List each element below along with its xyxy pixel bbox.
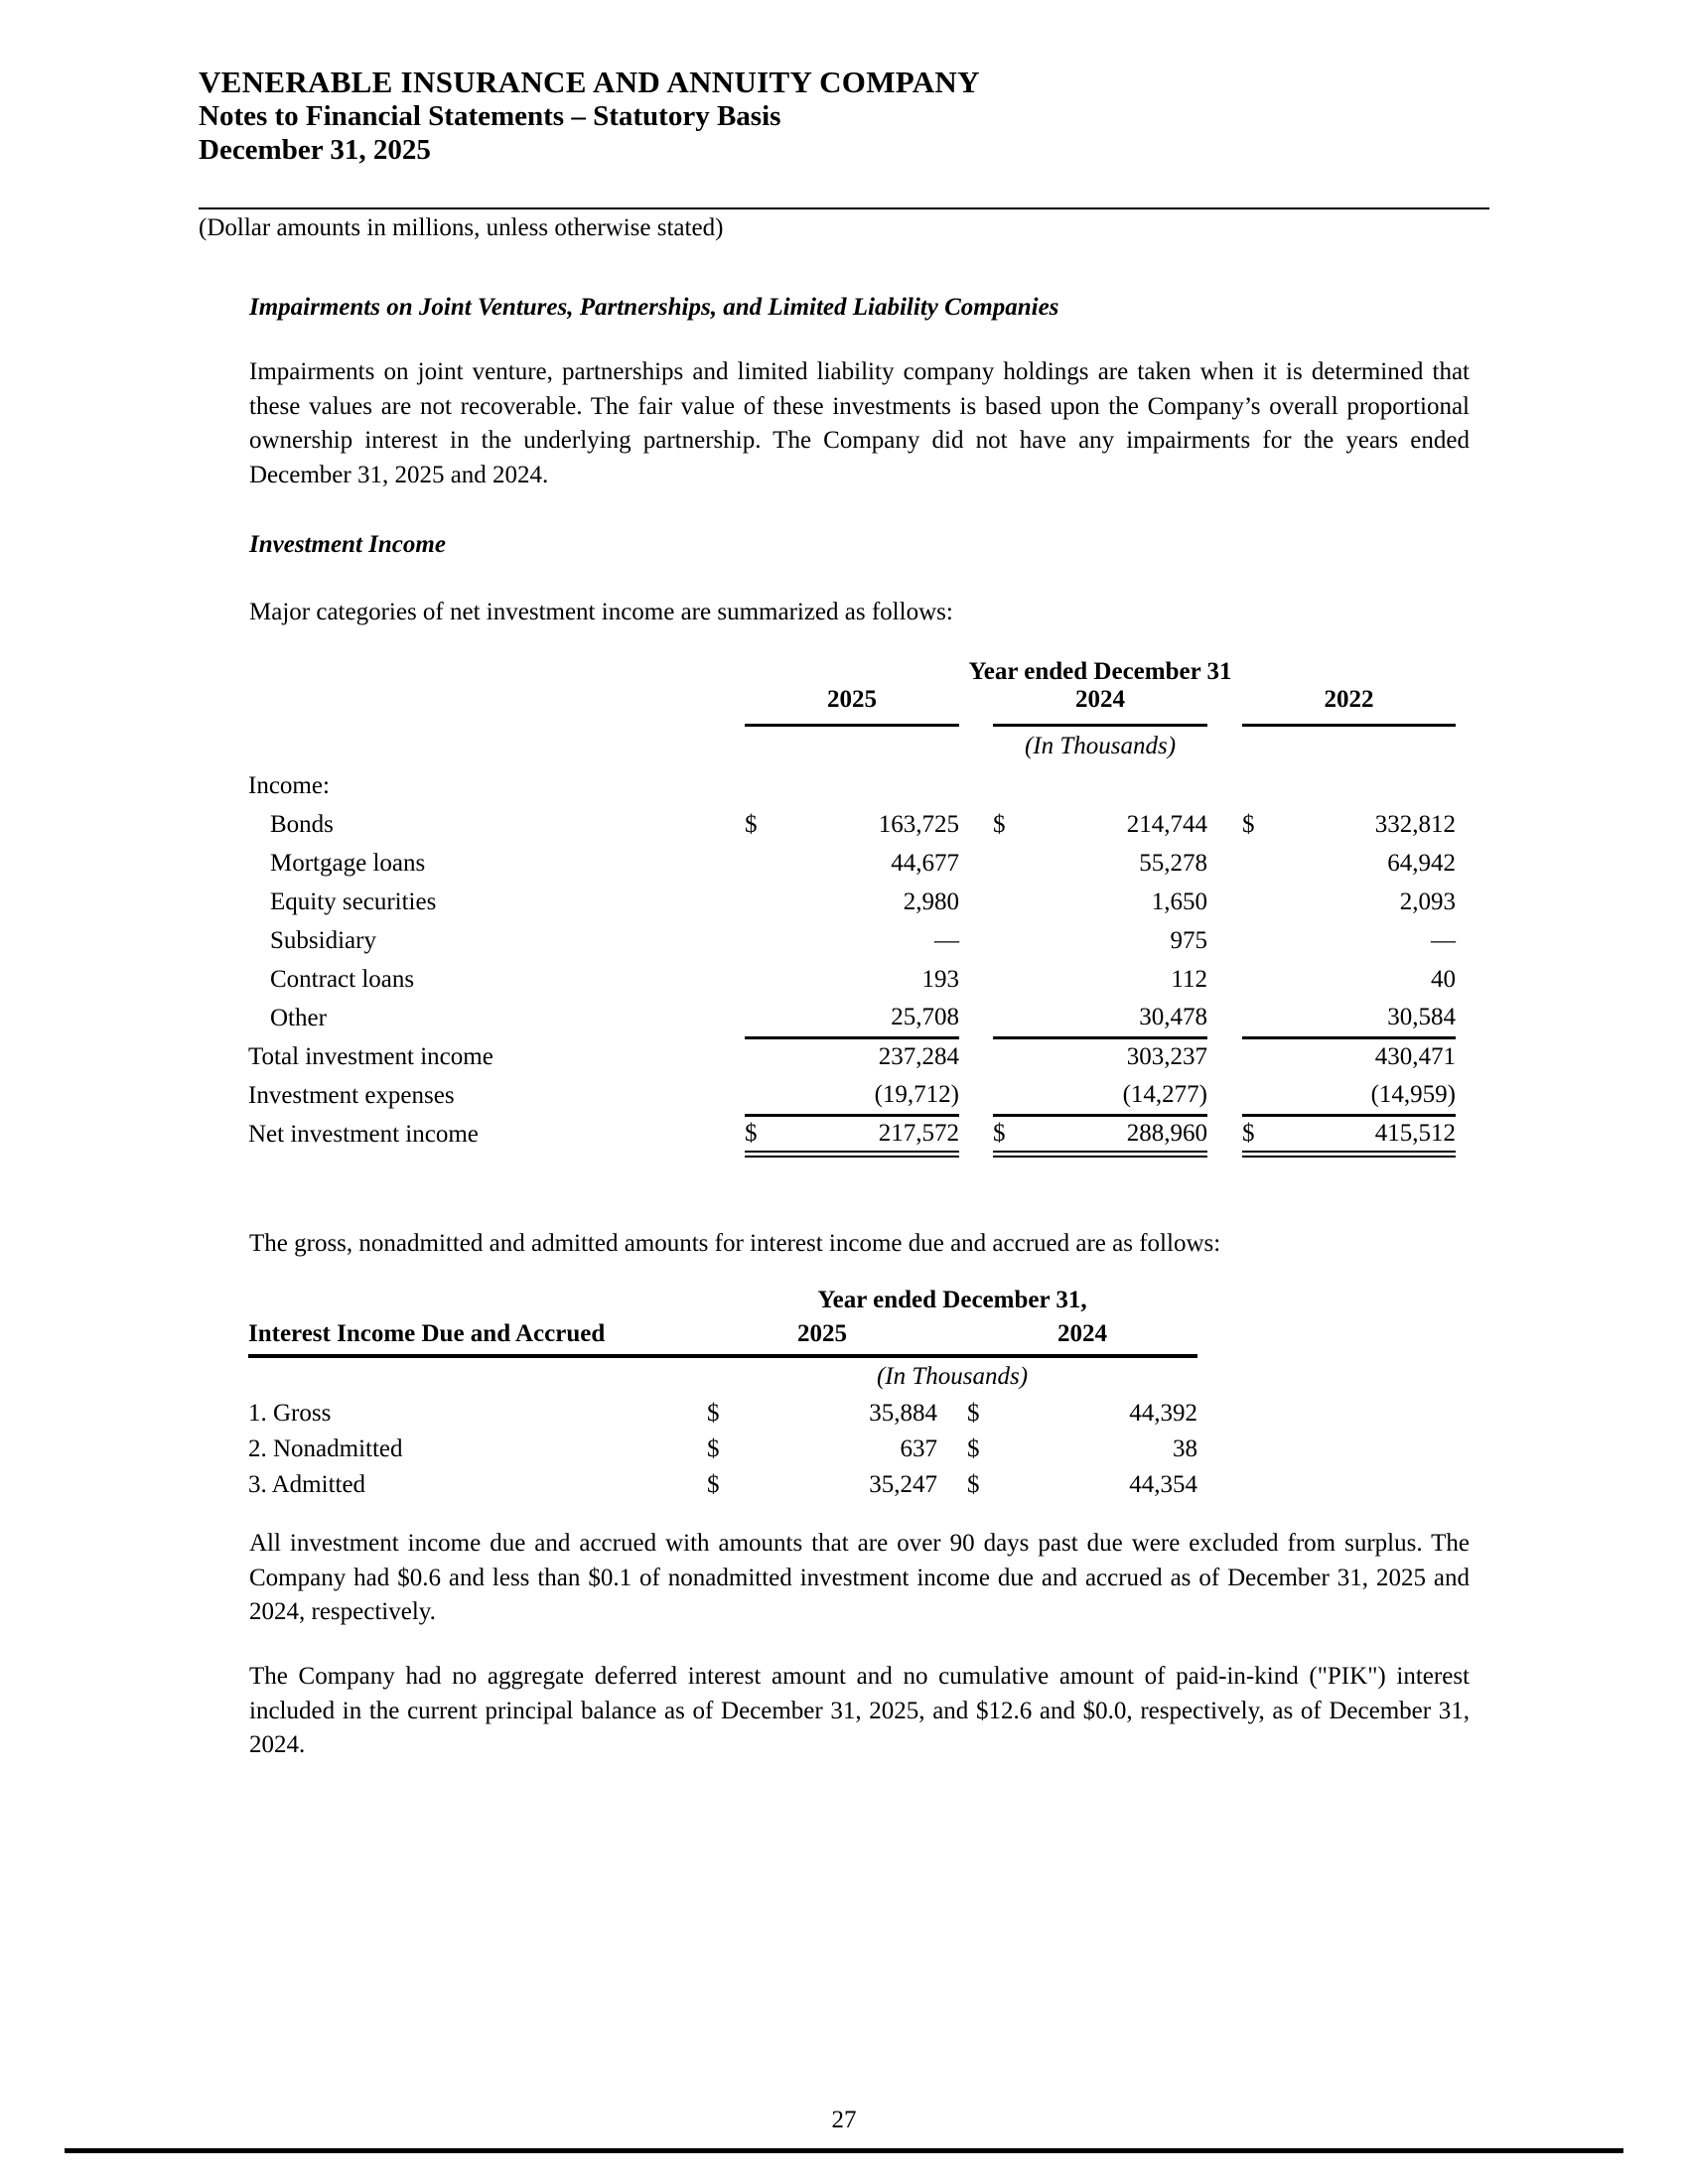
- value-2025: 44,677: [891, 849, 959, 877]
- surplus-paragraph: All investment income due and accrued with amounts that are over 90 days past due were excluded from surplus. The Company had $0.6 and less than $0.1 of nonadmitted investment income due and accrued as of December 31, 2025 and 2024, respectively.: [249, 1530, 1470, 1625]
- unit-note: (In Thousands): [876, 1363, 1029, 1390]
- table-row: [248, 1432, 1197, 1467]
- table-group-row: [248, 766, 1456, 805]
- row-label: Subsidiary: [270, 926, 376, 954]
- row-label: 2. Nonadmitted: [248, 1435, 403, 1462]
- currency-symbol: $: [707, 1435, 720, 1462]
- currency-symbol: $: [1242, 810, 1255, 838]
- value-2024: 288,960: [1023, 1115, 1207, 1154]
- company-name: VENERABLE INSURANCE AND ANNUITY COMPANY: [199, 65, 980, 99]
- table-row: [248, 960, 1456, 999]
- row-label: Total investment income: [248, 1042, 493, 1070]
- value-2022: 332,812: [1374, 810, 1456, 838]
- value-2024: (14,277): [1023, 1076, 1207, 1115]
- pik-paragraph: The Company had no aggregate deferred interest amount and no cumulative amount of paid-in-kind ("PIK") interest included in the current principal balance as of December 31, 2025, and $12.6 and $0.0, respectively, as of December 31, 2024.: [249, 1663, 1470, 1758]
- value-2024: 1,650: [1151, 887, 1207, 915]
- currency-symbol: $: [745, 1115, 774, 1154]
- row-label: 3. Admitted: [248, 1471, 366, 1498]
- value-2025: 217,572: [774, 1115, 959, 1154]
- value-2024: 55,278: [1139, 849, 1207, 877]
- value-2025: (19,712): [774, 1076, 959, 1115]
- table-title: Year ended December 31: [968, 658, 1232, 685]
- value-2025: 2,980: [903, 887, 959, 915]
- unit-note: (In Thousands): [1024, 732, 1177, 759]
- value-2025: 163,725: [878, 810, 959, 838]
- row-label: 1. Gross: [248, 1400, 332, 1427]
- column-header-2022: 2022: [1242, 686, 1456, 725]
- accrued-intro: The gross, nonadmitted and admitted amounts for interest income due and accrued are as follows:: [249, 1230, 1221, 1257]
- table-year-header-row: [248, 686, 1456, 725]
- value-2025: 25,708: [774, 999, 959, 1037]
- table-header-row: [248, 1314, 1197, 1356]
- currency-symbol: $: [993, 1115, 1023, 1154]
- value-2022: 430,471: [1374, 1043, 1456, 1071]
- footer-rule: [65, 2148, 1623, 2153]
- document-date: December 31, 2025: [199, 134, 431, 166]
- currency-symbol: $: [967, 1471, 980, 1498]
- investment-income-section-heading: Investment Income: [249, 531, 446, 558]
- group-label: Income:: [248, 771, 330, 799]
- column-header-2024: 2024: [967, 1314, 1197, 1356]
- value-2022: 64,942: [1387, 849, 1456, 877]
- currency-symbol: $: [967, 1400, 980, 1427]
- value-2024: 38: [1173, 1435, 1197, 1462]
- row-label: Other: [270, 1004, 327, 1031]
- row-label: Bonds: [270, 810, 334, 838]
- currency-symbol: $: [1242, 1115, 1272, 1154]
- value-2024: 44,354: [1129, 1471, 1197, 1498]
- table-unit-row: [248, 725, 1456, 766]
- table-row: [248, 844, 1456, 883]
- impairments-paragraph: Impairments on joint venture, partnerships and limited liability company holdings are taken when it is determined that these values are not recoverable. The fair value of these investments is based upon the Company’s overall proportional ownership interest in the underlying partnership. The Company did not have any impairments for the years ended December 31, 2025 and 2024.: [249, 358, 1470, 488]
- value-2025: 637: [900, 1435, 937, 1462]
- value-2022: 2,093: [1399, 887, 1456, 915]
- value-2022: 415,512: [1272, 1115, 1456, 1154]
- investment-income-table: [248, 647, 1456, 1158]
- table-row: [248, 921, 1456, 960]
- column-header-2025: 2025: [745, 686, 959, 725]
- impairments-section-heading: Impairments on Joint Ventures, Partnerships, and Limited Liability Companies: [249, 294, 1059, 321]
- column-header-2024: 2024: [993, 686, 1207, 725]
- table-net-row: [248, 1115, 1456, 1154]
- value-2022: 40: [1431, 965, 1456, 993]
- table-row: [248, 805, 1456, 844]
- label-column-header: Interest Income Due and Accrued: [248, 1314, 707, 1356]
- header-divider-rule: [199, 207, 1489, 209]
- row-label: Contract loans: [270, 965, 415, 993]
- table-title: Year ended December 31,: [817, 1287, 1087, 1313]
- row-label: Equity securities: [270, 887, 437, 915]
- currency-symbol: $: [707, 1400, 720, 1427]
- table-row: [248, 1467, 1197, 1503]
- table-unit-row: [248, 1356, 1197, 1396]
- value-2024: 303,237: [1126, 1043, 1207, 1071]
- value-2025: 193: [921, 965, 959, 993]
- value-2024: 975: [1170, 926, 1207, 954]
- currency-symbol: $: [993, 810, 1006, 838]
- table-row: [248, 999, 1456, 1037]
- column-header-2025: 2025: [707, 1314, 937, 1356]
- page-number: 27: [831, 2107, 857, 2133]
- table-title-row: [248, 1279, 1197, 1314]
- value-2022: —: [1431, 926, 1456, 954]
- value-2024: 30,478: [1023, 999, 1207, 1037]
- value-2025: 35,884: [869, 1400, 937, 1427]
- value-2024: 214,744: [1126, 810, 1207, 838]
- value-2024: 112: [1171, 965, 1207, 993]
- value-2022: (14,959): [1272, 1076, 1456, 1115]
- value-2025: 35,247: [869, 1471, 937, 1498]
- table-title-row: [248, 647, 1456, 686]
- table-expenses-row: [248, 1076, 1456, 1115]
- row-label: Net investment income: [248, 1120, 479, 1148]
- document-header: [199, 66, 980, 167]
- value-2025: —: [934, 926, 959, 954]
- table-row: [248, 1396, 1197, 1432]
- currency-symbol: $: [707, 1471, 720, 1498]
- investment-income-intro: Major categories of net investment income are summarized as follows:: [249, 599, 953, 625]
- dollar-amounts-note: (Dollar amounts in millions, unless otherwise stated): [199, 214, 724, 241]
- currency-symbol: $: [967, 1435, 980, 1462]
- table-row: [248, 883, 1456, 921]
- table-total-row: [248, 1037, 1456, 1076]
- value-2025: 237,284: [878, 1043, 959, 1071]
- interest-income-accrued-table: [248, 1279, 1197, 1503]
- document-subtitle: Notes to Financial Statements – Statutory Basis: [199, 100, 781, 132]
- currency-symbol: $: [745, 810, 758, 838]
- row-label: Investment expenses: [248, 1081, 455, 1109]
- value-2022: 30,584: [1272, 999, 1456, 1037]
- value-2024: 44,392: [1129, 1400, 1197, 1427]
- row-label: Mortgage loans: [270, 849, 426, 877]
